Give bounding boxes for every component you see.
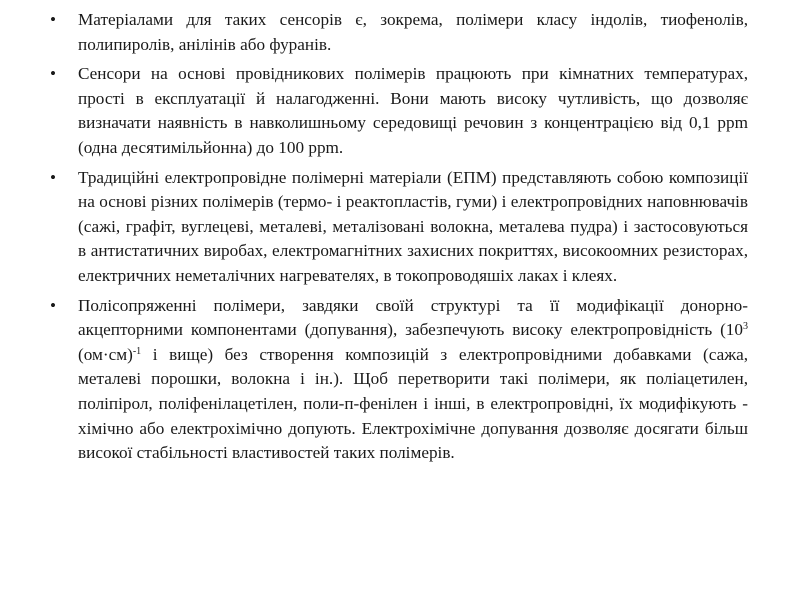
paragraph-text: Традиційні електропровідне полімерні матеріали (ЕПМ) представляють собою композиції на основі різних полімерів (термо- і реактопластів, гуми) і електропровідних наповнювачів (сажі, графіт, вуглецеві, металеві, металізовані волокна, металева пудра) і застосовуються в антистатичних виробах, електромагнітних захисних покриттях, високоомних резисторах, електричних неметалічних нагревателях, в токопроводяшіх лаках і клеях. xyxy=(78,167,748,285)
paragraph-text-middle: (ом·см) xyxy=(78,344,133,364)
paragraph-text: Матеріалами для таких сенсорів є, зокрема, полімери класу індолів, тиофенолів, полипиролів, анілінів або фуранів. xyxy=(78,10,748,54)
bullet-icon: • xyxy=(50,64,57,84)
paragraph-text-after: і вище) без створення композицій з електропровідними добавками (сажа, металеві порошки, волокна і ін.). Щоб перетворити такі полімери, як поліацетилен, поліпірол, поліфенілацетілен, поли-п-фенілен і інші, в електропровідні, їх модифікують - хімічно або електрохімічно допують. Електрохімічне допування дозволяє досягати більш високої стабільності властивостей таких полімерів. xyxy=(78,344,748,463)
paragraph-text-before: Полісопряженні полімери, завдяки своїй структурі та її модифікації донорно-акцепторними компонентами (допування), забезпечують високу електропровідність (10 xyxy=(78,295,748,340)
bullet-icon: • xyxy=(50,295,57,315)
bullet-item-sensor-materials xyxy=(50,8,748,57)
paragraph-text xyxy=(78,296,748,463)
bullet-item-conductive-polymer-sensors xyxy=(50,62,748,160)
bullet-icon: • xyxy=(50,167,57,187)
bullet-item-conjugated-polymers xyxy=(50,294,748,466)
bullet-icon: • xyxy=(50,10,57,29)
bullet-list xyxy=(50,8,748,466)
superscript-exponent: 3 xyxy=(743,321,748,333)
superscript-exponent: -1 xyxy=(132,345,142,357)
bullet-item-traditional-epm xyxy=(50,166,748,289)
paragraph-text: Сенсори на основі провідникових полімерів працюють при кімнатних температурах, прості в експлуатації й налагодженні. Вони мають високу чутливість, що дозволяє визначати наявність в навколишньому середовищі речовин з концентрацією від 0,1 ppm (одна десятимільйонна) до 100 ppm. xyxy=(78,64,748,157)
